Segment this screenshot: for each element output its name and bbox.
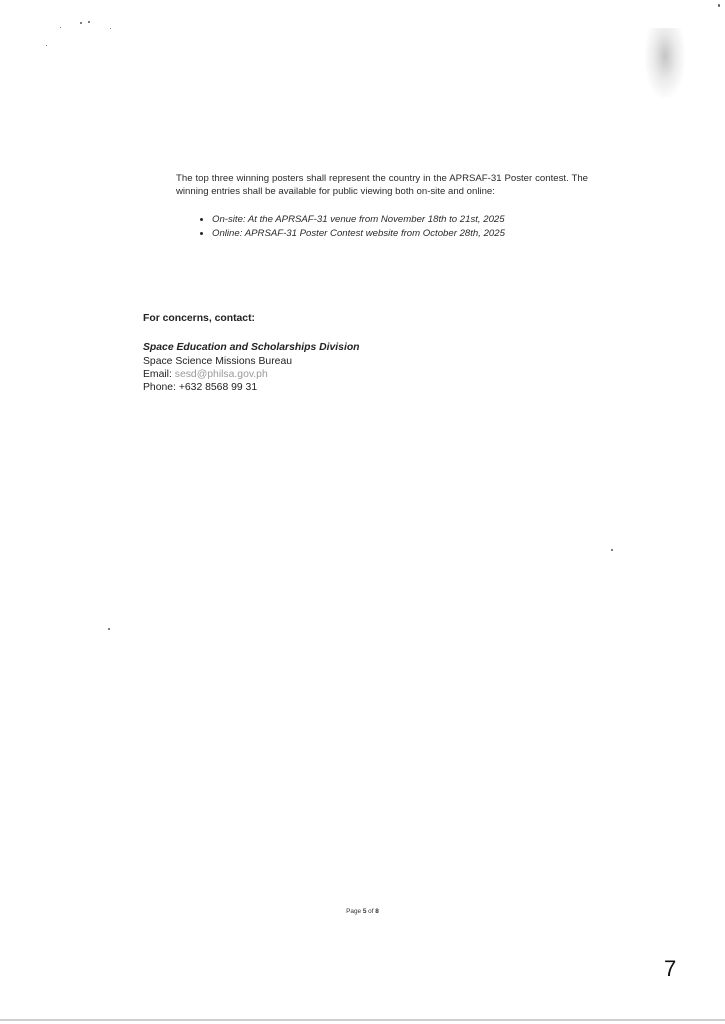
page-of: of <box>366 908 376 915</box>
bullet-text: APRSAF-31 Poster Contest website from October 28th, 2025 <box>242 227 505 239</box>
page-current: 5 <box>362 908 367 915</box>
contact-phone: Phone: +632 8568 99 31 <box>143 382 258 393</box>
bullet-lead: Online: <box>212 227 243 239</box>
bullet-lead: On-site: <box>212 214 246 225</box>
scan-speck <box>46 45 47 46</box>
scan-speck <box>611 549 613 551</box>
page-total: 8 <box>375 908 379 915</box>
bullet-item-online <box>212 227 505 241</box>
scan-speck <box>718 4 720 7</box>
email-label: Email: <box>143 369 175 380</box>
bullet-item-onsite <box>212 213 505 227</box>
contact-email <box>143 368 543 381</box>
bullet-list <box>192 213 505 240</box>
scan-speck <box>110 28 111 29</box>
contact-bureau: Space Science Missions Bureau <box>143 356 293 367</box>
scan-speck <box>88 21 90 23</box>
body-paragraph: The top three winning posters shall represent the country in the APRSAF-31 Poster contest. The winning entries shall be available for public viewing both on-site and online: <box>176 173 588 197</box>
bullet-text: At the APRSAF-31 venue from November 18th to 21st, 2025 <box>245 214 505 225</box>
stamp-number: 7 <box>664 956 677 981</box>
scan-speck <box>108 628 110 630</box>
scan-speck <box>60 27 61 28</box>
page-prefix: Page <box>346 908 363 915</box>
contact-block <box>143 312 543 394</box>
email-link[interactable]: sesd@philsa.gov.ph <box>174 369 268 380</box>
contact-heading: For concerns, contact: <box>143 313 256 324</box>
contact-division: Space Education and Scholarships Division <box>143 342 360 353</box>
scan-edge-line <box>0 1019 725 1021</box>
scan-speck <box>80 22 82 24</box>
scan-smudge <box>645 28 685 98</box>
page-number <box>0 908 725 915</box>
